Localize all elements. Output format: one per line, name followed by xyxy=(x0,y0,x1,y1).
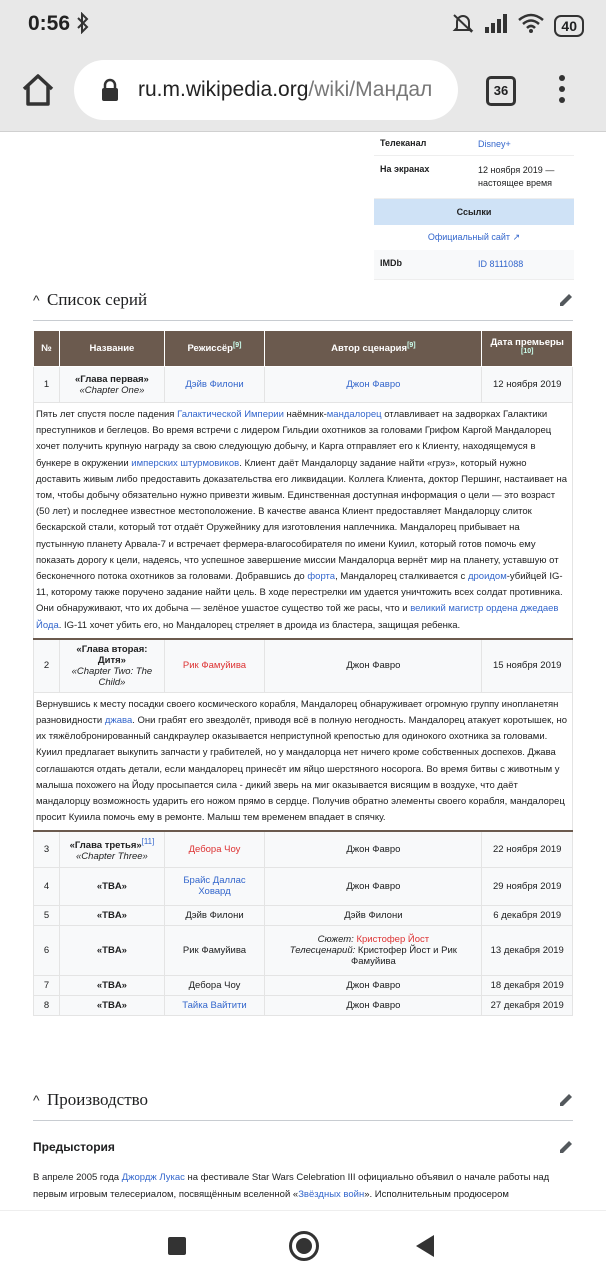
table-row: 1 «Глава первая» «Chapter One» Дэйв Филони Джон Фавро 12 ноября 2019 xyxy=(34,367,573,403)
bluetooth-icon xyxy=(76,12,90,40)
article-content xyxy=(0,132,606,1210)
link[interactable]: форта xyxy=(307,571,336,583)
ref-link[interactable]: [11] xyxy=(141,837,155,847)
writer-link[interactable]: Кристофер Йост xyxy=(356,933,430,945)
table-row: 3 «Глава третья»[11] «Chapter Three» Дебора Чоу Джон Фавро 22 ноября 2019 xyxy=(34,831,573,867)
mute-icon xyxy=(452,12,474,39)
table-row: 8 «TBA» Тайка Вайтити Джон Фавро 27 декабря 2019 xyxy=(34,995,573,1015)
tab-switcher-button[interactable]: 36 xyxy=(486,76,516,106)
infobox-row-airdate: На экранах 12 ноября 2019 — настоящее время xyxy=(374,156,574,199)
wifi-icon xyxy=(518,13,544,38)
section-heading-production[interactable]: ^ Производство xyxy=(33,1090,573,1121)
address-bar[interactable] xyxy=(74,60,458,120)
clock: 0:56 xyxy=(28,12,71,35)
director-link[interactable]: Рик Фамуйива xyxy=(164,639,265,693)
infobox xyxy=(374,134,574,280)
chevron-up-icon: ^ xyxy=(33,292,40,308)
director-link[interactable]: Дэйв Филони xyxy=(164,367,265,403)
summary-row: Пять лет спустя после падения Галактической Империи наёмник-мандалорец отлавливает на задворках Галактики преступников и беглецов. Во время встречи с лидером Гильдии охотников за головами Грифом Каргой Мандалорец хочет получить крупную награду за свою следующую добычу, и Карга отправляет его к Клиенту, находящемуся в бункере в окружении имперских штурмовиков. Клиент даёт Мандалорцу задание найти «груз», который нужно доставить живым либо предоставить доказательства его ликвидации. Коллега Клиента, доктор Першинг, настаивает на том, чтобы добычу обязательно нужно привезти живым. Единственная доступная информация о цели — это возраст (50 лет) и последнее известное местоположение. В качестве аванса Клиент предоставляет Мандалорцу слиток бескарской стали, который тот отдаёт Оружейнику для изготовления наплечника. Мандалорец прибывает на пустынную планету Арвала-7 и встречает фермера-влагособирателя по имени Куиил, который готов помочь ему показать дорогу к цели, надеясь, что успешное завершение миссии Мандалорца вернёт мир на планету, уставшую от бесконечного потока охотников за головами. Добравшись до форта, Мандалорец сталкивается с дроидом-убийцей IG-11, которому также поручено задание найти цель. В ходе перестрелки им удается уничтожить всех солдат противника. Они обнаруживают, что их добыча — зелёное ушастое существо той же расы, что и великий магистр ордена джедаев Йода. IG-11 хочет убить его, но Мандалорец стреляет в дроида из бластера, защищая ребенка. xyxy=(34,403,573,639)
table-row: 6 «TBA» Рик Фамуйива Сюжет: Кристофер Йост Телесценарий: Кристофер Йост и Рик Фамуйива 13 декабря 2019 xyxy=(34,925,573,975)
table-header-row: № Название Режиссёр[9] Автор сценария[9] Дата премьеры [10] xyxy=(34,331,573,367)
paragraph: В апреле 2005 года Джордж Лукас на фестивале Star Wars Celebration III официально объявил о начале работы над первым игровым телесериалом, посвящённым вселенной «Звёздных войн». Исполнительным продюсером xyxy=(33,1172,550,1200)
director-link[interactable]: Брайс Даллас Ховард xyxy=(164,867,265,905)
ref-link[interactable]: [10] xyxy=(521,347,534,355)
col-num: № xyxy=(41,343,52,354)
battery-indicator: 40 xyxy=(554,15,584,37)
table-row: 7 «TBA» Дебора Чоу Джон Фавро 18 декабря 2019 xyxy=(34,975,573,995)
url-text: ru.m.wikipedia.org/wiki/Мандал xyxy=(138,78,433,101)
col-title: Название xyxy=(89,343,135,354)
back-button[interactable] xyxy=(416,1235,434,1257)
director-link[interactable]: Дебора Чоу xyxy=(164,831,265,867)
subsection-heading: Предыстория xyxy=(33,1140,573,1154)
official-site-link[interactable]: Официальный сайт ↗ xyxy=(374,225,574,250)
menu-icon[interactable] xyxy=(558,72,566,108)
section-heading-episodes[interactable]: ^ Список серий xyxy=(33,290,573,321)
edit-pencil-icon[interactable] xyxy=(559,1140,573,1154)
link[interactable]: имперских штурмовиков xyxy=(131,457,240,469)
navigation-bar xyxy=(0,1210,606,1280)
table-row: 4 «TBA» Брайс Даллас Ховард Джон Фавро 29 ноября 2019 xyxy=(34,867,573,905)
summary-row: Вернувшись к месту посадки своего космического корабля, Мандалорец обнаруживает огромную группу инопланетян разновидности джава. Они грабят его звездолёт, приводя всё в полную негодность. Мандалорец атакует коротышек, но их тяжёлобронированный сандкраулер оказывается неприступной крепостью для одинокого охотника за головами. Куиил предлагает выкупить запчасти у грабителей, но у мандалорца нет ничего кроме собственных доспехов. Джава соглашаются отдать детали, если мандалорец принесёт им яйцо шерстяного носорога. Во время битвы с животным у малыша похожего на Йоду просыпается сила - дикий зверь на миг оказывается висящим в воздухе, что даёт мандалорцу возможность ударить его ножом прямо в сердце. Получив обратно элементы своего корабля, мандалорец просит Куиила помочь ему в ремонте. Малыш тем временем впадает в спячку. xyxy=(34,692,573,831)
table-row: 2 «Глава вторая: Дитя» «Chapter Two: The Child» Рик Фамуйива Джон Фавро 15 ноября 2019 xyxy=(34,639,573,693)
link[interactable]: Джордж Лукас xyxy=(121,1172,185,1183)
lock-icon xyxy=(100,78,122,102)
ref-link[interactable]: [9] xyxy=(407,342,416,350)
episode-table xyxy=(33,330,573,1016)
edit-pencil-icon[interactable] xyxy=(559,1093,573,1107)
link[interactable]: Звёздных войн xyxy=(298,1188,365,1200)
link[interactable]: Галактической Империи xyxy=(177,409,284,420)
home-button[interactable] xyxy=(289,1231,319,1261)
infobox-row-imdb: IMDb ID 8111088 xyxy=(374,250,574,280)
link[interactable]: мандалорец xyxy=(326,409,382,420)
edit-pencil-icon[interactable] xyxy=(559,293,573,307)
status-bar xyxy=(0,0,606,50)
signal-icon xyxy=(484,13,508,38)
browser-toolbar xyxy=(0,50,606,132)
infobox-links-header: Ссылки xyxy=(374,199,574,225)
link[interactable]: великий магистр ордена джедаев Йода xyxy=(36,603,559,631)
recents-button[interactable] xyxy=(168,1237,186,1255)
infobox-row-channel: Телеканал Disney+ xyxy=(374,134,574,156)
director-link[interactable]: Тайка Вайтити xyxy=(164,995,265,1015)
link[interactable]: дроидом xyxy=(467,571,507,583)
chevron-up-icon: ^ xyxy=(33,1092,40,1108)
home-icon[interactable] xyxy=(18,70,58,110)
writer-link[interactable]: Джон Фавро xyxy=(265,367,482,403)
table-row: 5 «TBA» Дэйв Филони Дэйв Филони 6 декабря 2019 xyxy=(34,905,573,925)
ref-link[interactable]: [9] xyxy=(232,342,242,350)
link[interactable]: джава xyxy=(104,715,133,727)
